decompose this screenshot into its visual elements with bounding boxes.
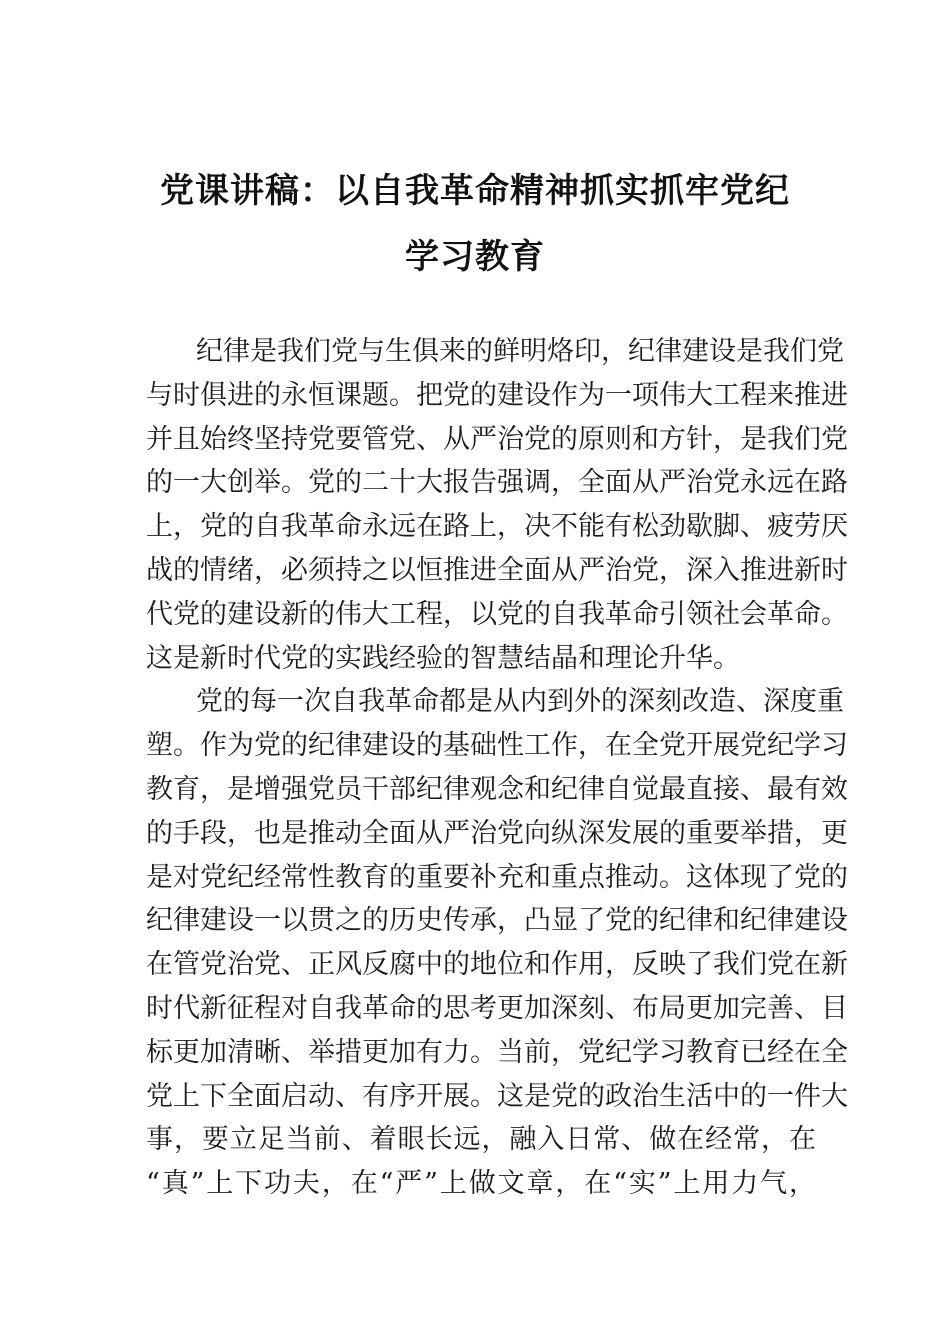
document-title-line-2: 学习教育	[405, 237, 545, 277]
document-body	[146, 330, 848, 1206]
paragraph-1-line: 上，党的自我革命永远在路上，决不能有松劲歇脚、疲劳厌	[146, 511, 848, 543]
paragraph-1-line: 的一大创举。党的二十大报告强调，全面从严治党永远在路	[146, 467, 848, 499]
paragraph-1-line: 与时俱进的永恒课题。把党的建设作为一项伟大工程来推进	[146, 379, 848, 411]
paragraph-1-line: 战的情绪，必须持之以恒推进全面从严治党，深入推进新时	[146, 554, 848, 586]
paragraph-2-line: 是对党纪经常性教育的重要补充和重点推动。这体现了党的	[146, 861, 848, 893]
paragraph-2-line: 的手段，也是推动全面从严治党向纵深发展的重要举措，更	[146, 817, 848, 849]
paragraph-2-line: 标更加清晰、举措更加有力。当前，党纪学习教育已经在全	[146, 1036, 848, 1068]
paragraph-1-line: 纪律是我们党与生俱来的鲜明烙印，纪律建设是我们党	[196, 336, 844, 367]
paragraph-1-line: 代党的建设新的伟大工程，以党的自我革命引领社会革命。	[146, 598, 848, 630]
paragraph-2-line: 在管党治党、正风反腐中的地位和作用，反映了我们党在新	[146, 949, 848, 981]
paragraph-2-line: 纪律建设一以贯之的历史传承，凸显了党的纪律和纪律建设	[146, 905, 848, 937]
paragraph-2-line: 时代新征程对自我革命的思考更加深刻、布局更加完善、目	[146, 992, 848, 1024]
paragraph-2-line: 事，要立足当前、着眼长远，融入日常、做在经常，在	[146, 1124, 816, 1156]
paragraph-2-line: 党的每一次自我革命都是从内到外的深刻改造、深度重	[196, 686, 844, 718]
paragraph-1-line: 这是新时代党的实践经验的智慧结晶和理论升华。	[146, 642, 740, 674]
paragraph-2-line: 教育，是增强党员干部纪律观念和纪律自觉最直接、最有效	[146, 773, 848, 805]
document-title-line-1: 党课讲稿：以自我革命精神抓实抓牢党纪	[160, 171, 790, 211]
paragraph-2-line: 塑。作为党的纪律建设的基础性工作，在全党开展党纪学习	[146, 730, 848, 762]
paragraph-2-line: 党上下全面启动、有序开展。这是党的政治生活中的一件大	[146, 1080, 848, 1112]
paragraph-1-line: 并且始终坚持党要管党、从严治党的原则和方针，是我们党	[146, 423, 848, 455]
paragraph-2-line: “真”上下功夫，在“严”上做文章，在“实”上用力气，	[146, 1168, 816, 1200]
